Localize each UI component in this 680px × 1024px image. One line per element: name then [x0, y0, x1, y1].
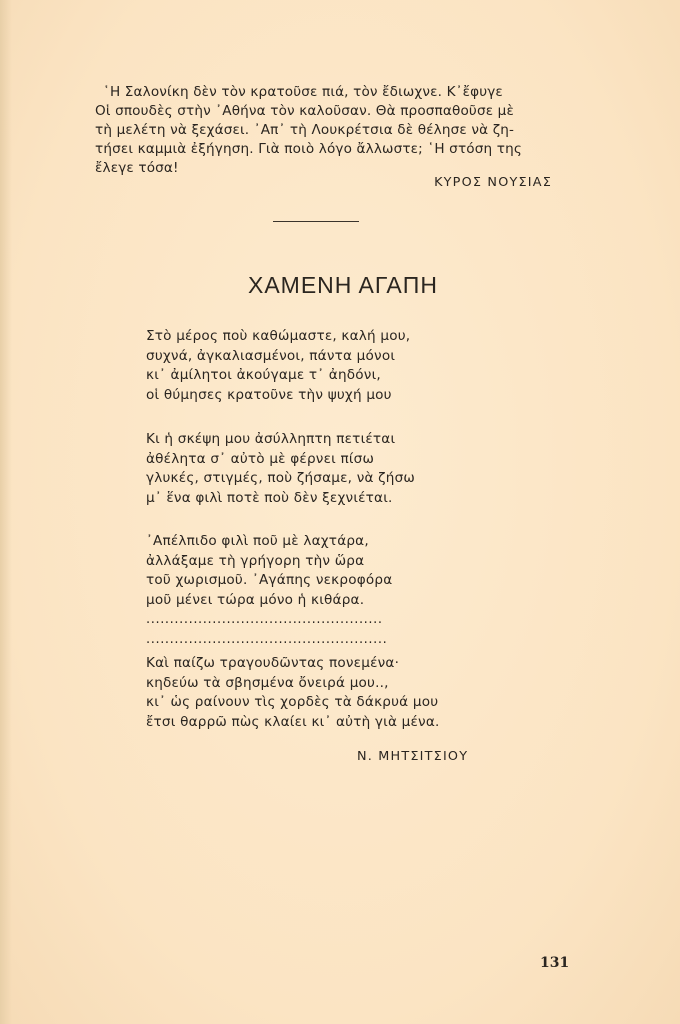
poem-line: ἔτσι θαρρῶ πὼς κλαίει κι᾽ αὐτὴ γιὰ μένα. [146, 713, 440, 730]
poem-line: γλυκές, στιγμές, ποὺ ζήσαμε, νὰ ζήσω [146, 470, 415, 486]
poem-line: ᾽Απέλπιδο φιλὶ ποῦ μὲ λαχτάρα, [146, 533, 369, 549]
poem-stanza [146, 327, 506, 405]
poem-line: Στὸ μέρος ποὺ καθώμαστε, καλή μου, [146, 328, 411, 344]
poem-line: συχνά, ἀγκαλιασμένοι, πάντα μόνοι [146, 347, 396, 364]
poem-line: μοῦ μένει τώρα μόνο ἡ κιθάρα. [146, 591, 365, 608]
poem-line: οἱ θύμησες κρατοῦνε τὴν ψυχή μου [146, 386, 392, 403]
ellipsis-line: .................................................. [146, 612, 383, 627]
poem-line: ἀλλάξαμε τὴ γρήγορη τὴν ὥρα [146, 552, 365, 569]
poem-stanza [146, 532, 506, 610]
poem-title: ΧΑΜΕΝΗ ΑΓΑΠΗ [248, 272, 438, 298]
page-edge-shadow [0, 0, 12, 1024]
prose-line: τήσει καμμιὰ ἐξήγηση. Γιὰ ποιὸ λόγο ἄλλωστε; ῾Η στόση της [95, 141, 522, 157]
poem-stanza [146, 654, 506, 732]
prose-paragraph [95, 83, 570, 178]
poem-line: κι᾽ ἀμίλητοι ἀκούγαμε τ᾽ ἀηδόνι, [146, 367, 381, 383]
poem-line: μ᾽ ἕνα φιλὶ ποτὲ ποὺ δὲν ξεχνιέται. [146, 489, 393, 506]
prose-line: τὴ μελέτη νὰ ξεχάσει. ᾽Απ᾽ τὴ Λουκρέτσια δὲ θέλησε νὰ ζη- [95, 122, 515, 138]
poem-author: Ν. ΜΗΤΣΙΤΣΙΟΥ [357, 749, 469, 764]
prose-line: ἔλεγε τόσα! [95, 160, 179, 176]
poem-line: κι᾽ ὡς ραίνουν τὶς χορδὲς τὰ δάκρυά μου [146, 694, 439, 710]
poem-stanza [146, 430, 506, 508]
prose-author: ΚΥΡΟΣ ΝΟΥΣΙΑΣ [434, 175, 552, 190]
poem-line: τοῦ χωρισμοῦ. ᾽Αγάπης νεκροφόρα [146, 572, 393, 588]
poem-line: Κι ἡ σκέψη μου ἀσύλληπτη πετιέται [146, 431, 396, 447]
prose-line: ῾Η Σαλονίκη δὲν τὸν κρατοῦσε πιά, τὸν ἔδιωχνε. Κ᾽ἔφυγε [103, 84, 503, 100]
ellipsis-line: ................................................... [146, 632, 388, 647]
poem-line: κηδεύω τὰ σβησμένα ὄνειρά μου.., [146, 674, 389, 691]
section-divider [273, 221, 359, 222]
poem-line: ἀθέλητα σ᾽ αὐτὸ μὲ φέρνει πίσω [146, 450, 375, 467]
prose-line: Οἱ σπουδὲς στὴν ᾽Αθήνα τὸν καλοῦσαν. Θὰ προσπαθοῦσε μὲ [95, 103, 514, 119]
poem-line: Καὶ παίζω τραγουδῶντας πονεμένα· [146, 655, 400, 671]
page-number: 131 [540, 955, 570, 971]
